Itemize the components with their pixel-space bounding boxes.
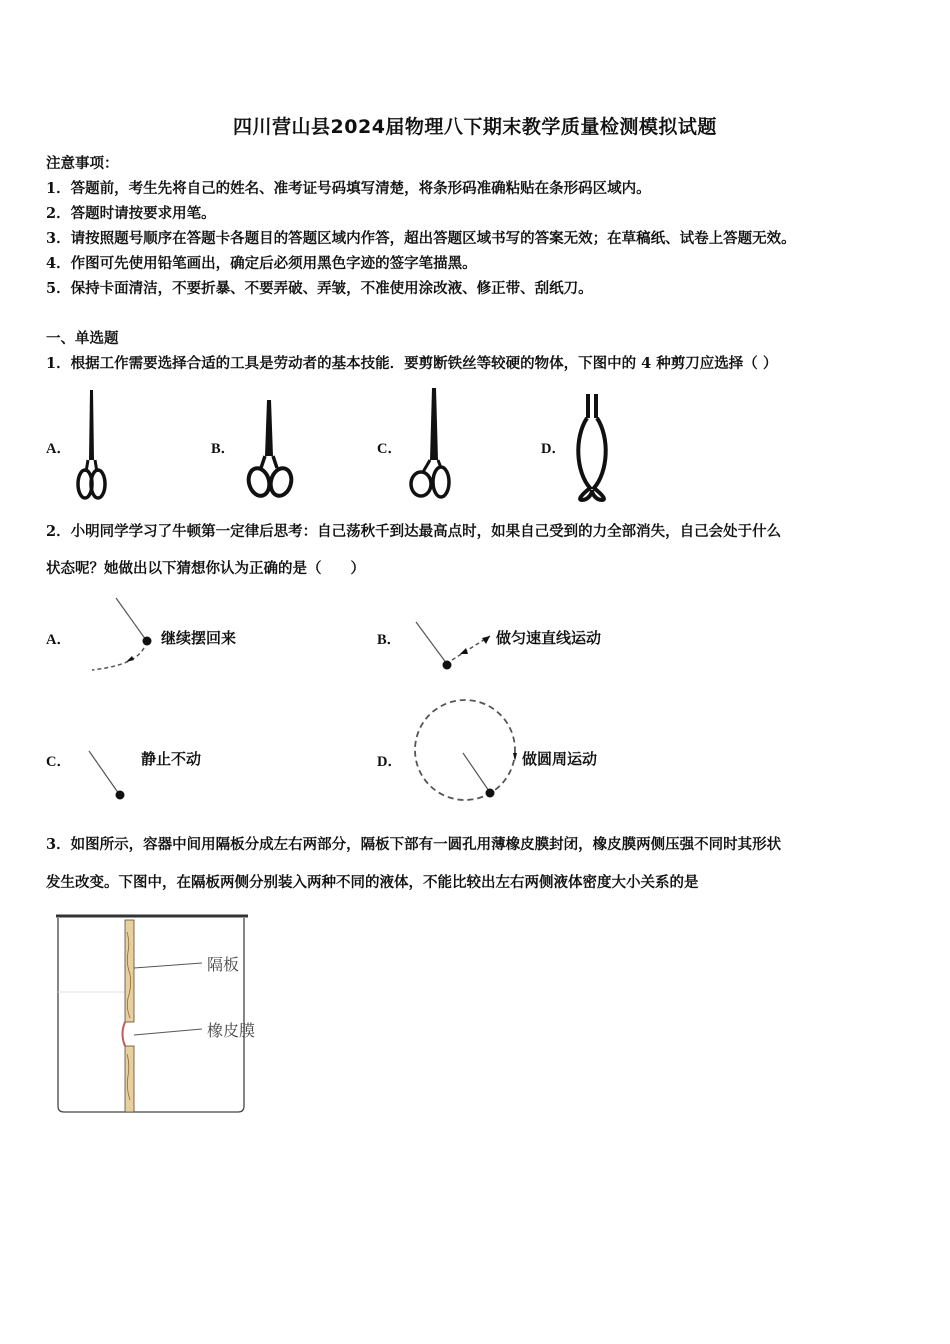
membrane-label: 橡皮膜 bbox=[207, 1021, 256, 1040]
notice-item: 1．答题前，考生先将自己的姓名、准考证号码填写清楚，将条形码准确粘贴在条形码区域内。 bbox=[46, 180, 651, 197]
q2-option-a-label: 继续摆回来 bbox=[161, 629, 237, 647]
question-3-line-2: 发生改变。下图中，在隔板两侧分别装入两种不同的液体，不能比较出左右两侧液体密度大小关系的是 bbox=[46, 874, 699, 891]
q2-option-a-letter: A． bbox=[46, 632, 71, 648]
swing-back-diagram bbox=[88, 596, 158, 676]
linear-motion-diagram bbox=[410, 620, 495, 672]
scissors-icon bbox=[245, 398, 295, 503]
question-3-line-1: 3．如图所示，容器中间用隔板分成左右两部分，隔板下部有一圆孔用薄橡皮膜封闭，橡皮膜两侧压强不同时其形状 bbox=[46, 836, 782, 853]
q1-option-c-letter: C． bbox=[377, 441, 402, 457]
notice-item: 2．答题时请按要求用笔。 bbox=[46, 205, 216, 222]
q2-option-d-label: 做圆周运动 bbox=[522, 750, 598, 768]
scissors-icon bbox=[570, 392, 614, 504]
notice-item: 4．作图可先使用铅笔画出，确定后必须用黑色字迹的签字笔描黑。 bbox=[46, 255, 477, 272]
circular-motion-diagram bbox=[407, 695, 525, 807]
q2-option-b-letter: B． bbox=[377, 632, 402, 648]
q1-option-a-letter: A． bbox=[46, 441, 71, 457]
question-2-line-1: 2．小明同学学习了牛顿第一定律后思考：自己荡秋千到达最高点时，如果自己受到的力全部消失，自己会处于什么 bbox=[46, 523, 782, 540]
question-2-line-2: 状态呢？她做出以下猜想你认为正确的是（ ） bbox=[46, 560, 365, 577]
q1-option-d-letter: D． bbox=[541, 441, 566, 457]
container-diagram bbox=[50, 912, 280, 1117]
notice-heading: 注意事项： bbox=[46, 155, 119, 172]
partition-label: 隔板 bbox=[207, 955, 240, 974]
scissors-icon bbox=[72, 388, 112, 503]
stationary-diagram bbox=[86, 748, 126, 803]
q1-option-b-letter: B． bbox=[211, 441, 236, 457]
q2-option-c-letter: C． bbox=[46, 754, 71, 770]
scissors-icon bbox=[405, 386, 455, 504]
notice-item: 5．保持卡面清洁，不要折暴、不要弄破、弄皱，不准使用涂改液、修正带、刮纸刀。 bbox=[46, 280, 593, 297]
page-title: 四川营山县2024届物理八下期末教学质量检测模拟试题 bbox=[233, 116, 717, 138]
q2-option-c-label: 静止不动 bbox=[141, 750, 202, 768]
section-heading: 一、单选题 bbox=[46, 330, 119, 347]
notice-item: 3．请按照题号顺序在答题卡各题目的答题区域内作答，超出答题区域书写的答案无效；在草稿纸、试卷上答题无效。 bbox=[46, 230, 796, 247]
q2-option-d-letter: D． bbox=[377, 754, 402, 770]
question-1-text: 1．根据工作需要选择合适的工具是劳动者的基本技能．要剪断铁丝等较硬的物体，下图中的 4 种剪刀应选择（ ） bbox=[46, 355, 778, 372]
q2-option-b-label: 做匀速直线运动 bbox=[496, 629, 602, 647]
